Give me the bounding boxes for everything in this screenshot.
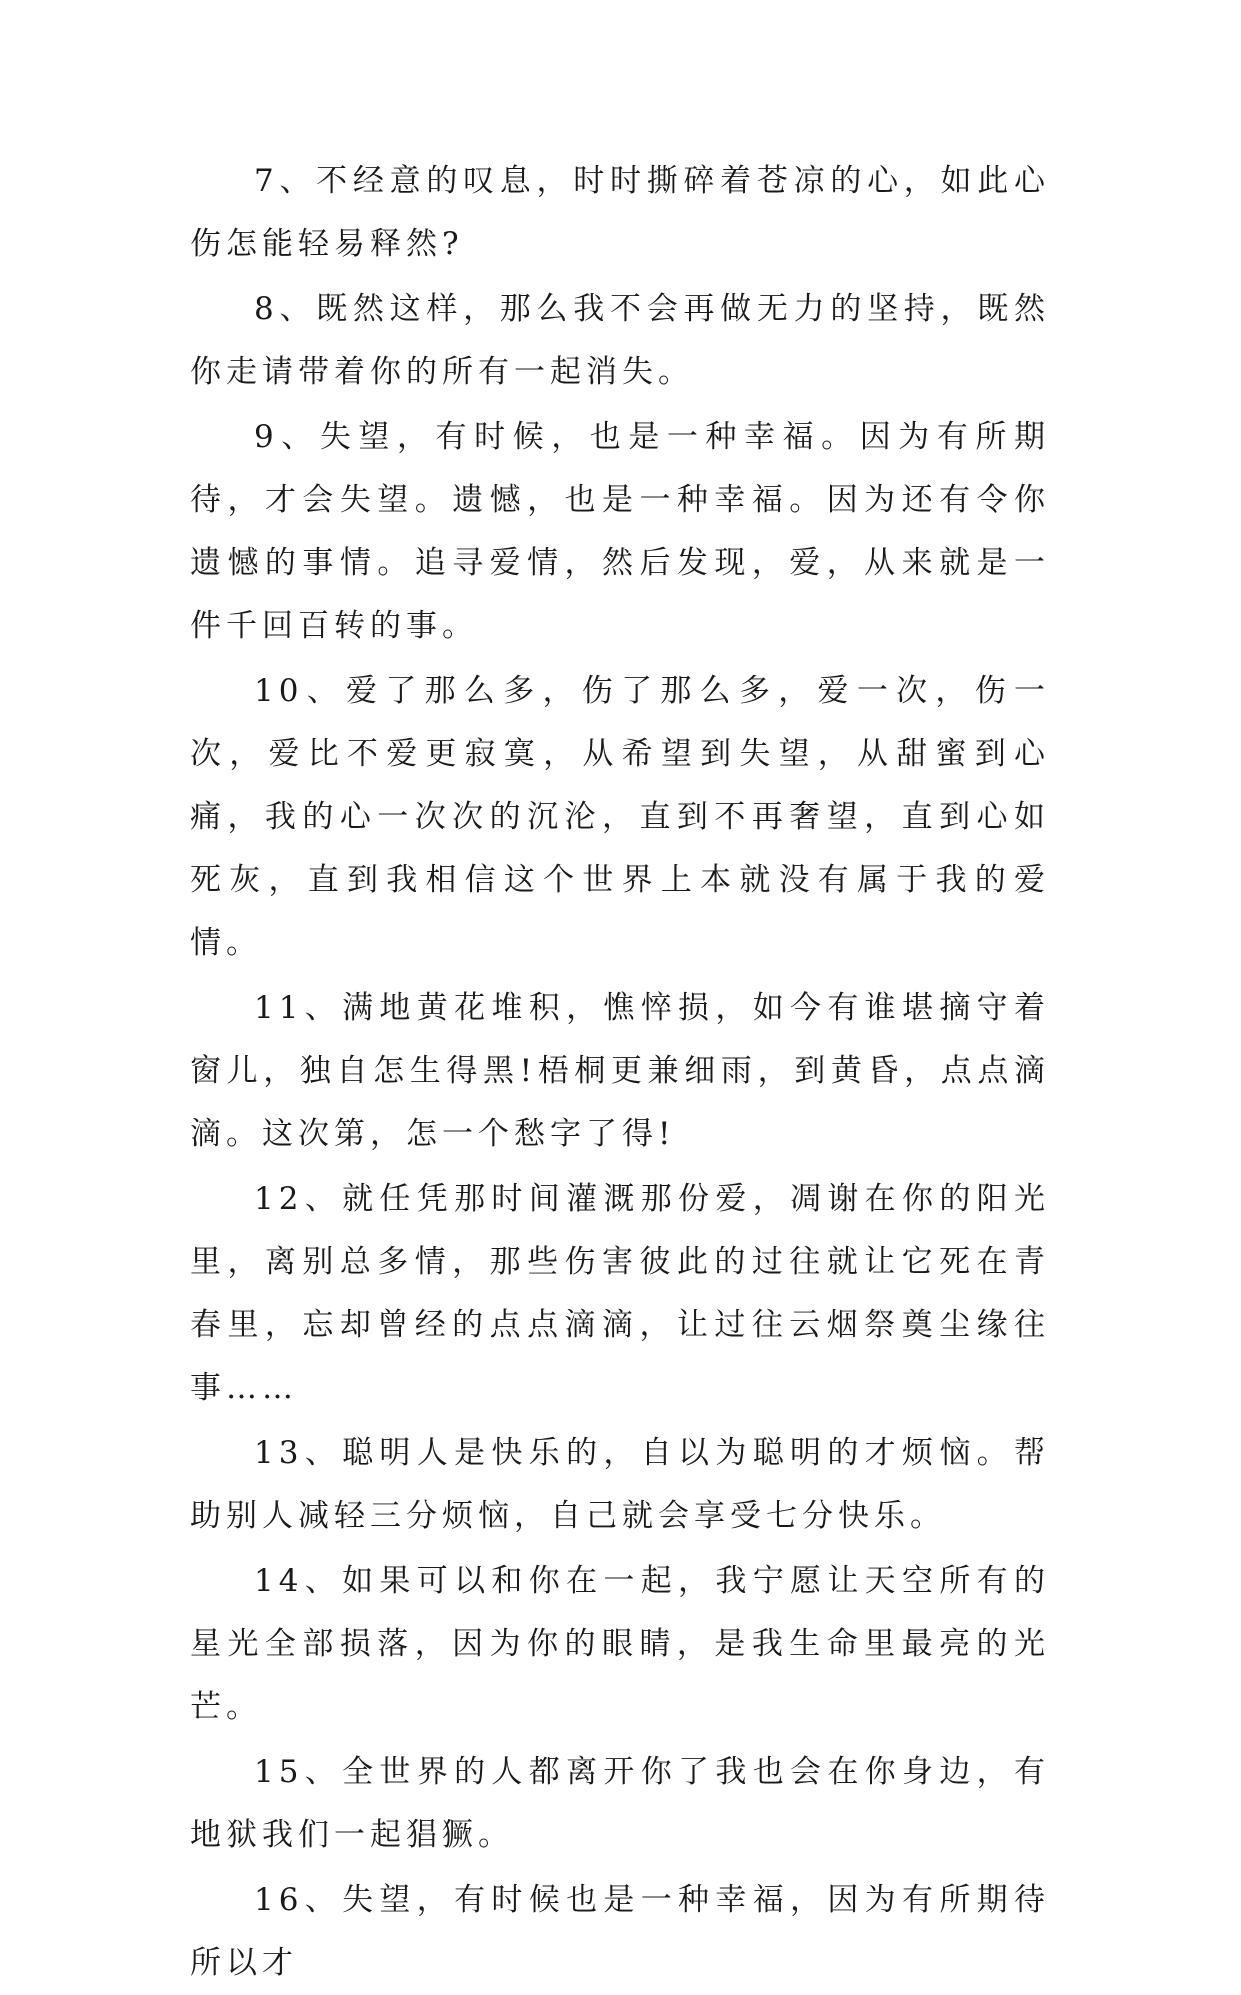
paragraph-16: 16、失望，有时候也是一种幸福，因为有所期待所以才	[190, 1882, 1050, 1981]
paragraph-9: 9、失望，有时候，也是一种幸福。因为有所期待，才会失望。遗憾，也是一种幸福。因为还有令你遗憾的事情。追寻爱情，然后发现，爱，从来就是一件千回百转的事。	[190, 419, 1050, 644]
paragraph-10: 10、爱了那么多，伤了那么多，爱一次，伤一次，爱比不爱更寂寞，从希望到失望，从甜蜜到心痛，我的心一次次的沉沦，直到不再奢望，直到心如死灰，直到我相信这个世界上本就没有属于我的爱情。	[190, 673, 1050, 961]
paragraph-12: 12、就任凭那时间灌溉那份爱，凋谢在你的阳光里，离别总多情，那些伤害彼此的过往就让它死在青春里，忘却曾经的点点滴滴，让过往云烟祭奠尘缘往事……	[190, 1181, 1050, 1406]
paragraph-7: 7、不经意的叹息，时时撕碎着苍凉的心，如此心伤怎能轻易释然?	[190, 163, 1050, 262]
paragraph-15: 15、全世界的人都离开你了我也会在你身边，有地狱我们一起猖獗。	[190, 1754, 1050, 1853]
paragraph-11: 11、满地黄花堆积，憔悴损，如今有谁堪摘守着窗儿，独自怎生得黑!梧桐更兼细雨，到黄昏，点点滴滴。这次第，怎一个愁字了得!	[190, 990, 1050, 1152]
paragraph-13: 13、聪明人是快乐的，自以为聪明的才烦恼。帮助别人减轻三分烦恼，自己就会享受七分快乐。	[190, 1435, 1050, 1534]
document-body	[190, 150, 1050, 1995]
paragraph-14: 14、如果可以和你在一起，我宁愿让天空所有的星光全部损落，因为你的眼睛，是我生命里最亮的光芒。	[190, 1563, 1050, 1725]
paragraph-8: 8、既然这样，那么我不会再做无力的坚持，既然你走请带着你的所有一起消失。	[190, 291, 1050, 390]
